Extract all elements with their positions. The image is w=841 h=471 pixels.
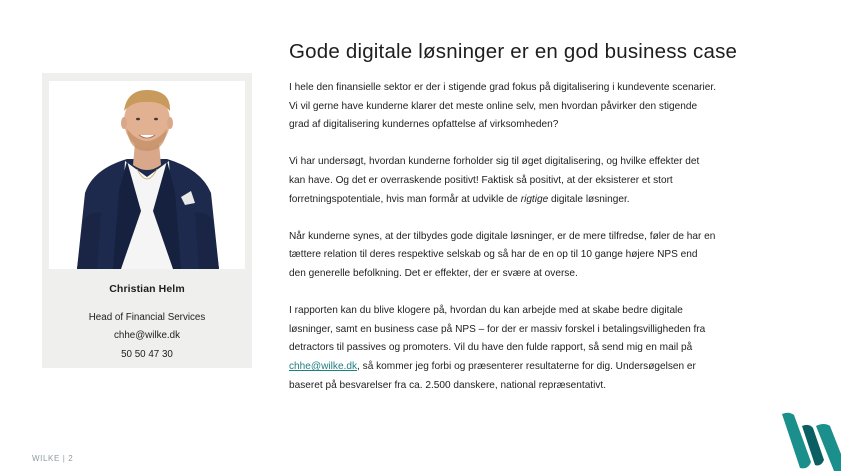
- wilke-logo-icon: [780, 410, 841, 471]
- body-text: [289, 79, 775, 395]
- paragraph-line: I hele den finansielle sektor er der i stigende grad fokus på digitalisering i kundevente scenarier.: [289, 82, 716, 93]
- paragraph-line: tættere relation til deres respektive selskab og så har de en op til 10 gange højere NPS end: [289, 249, 698, 261]
- text-segment: forretningspotentiale, hvis man formår at udvikle de: [289, 193, 521, 205]
- contact-phone: 50 50 47 30: [121, 348, 173, 360]
- text-segment: digitale løsninger.: [548, 193, 630, 205]
- paragraph-line: løsninger, samt en business case på NPS – for der er massiv forskel i betalingsvilligheden fra: [289, 323, 706, 335]
- paragraph-line: den generelle befolkning. Det er effekter, der er svære at overse.: [289, 267, 578, 279]
- paragraph-line: kan have. Og det er overraskende positivt! Faktisk så positivt, at der eksisterer et stort: [289, 174, 673, 186]
- contact-details: [42, 309, 252, 364]
- paragraph-line: Vi vil gerne have kunderne klarer det meste online selv, men hvordan påvirker den stigende: [289, 100, 698, 112]
- paragraph-line: detractors til passives og promoters. Vil du have den fulde rapport, så send mig en mail på: [289, 342, 693, 354]
- paragraph-line: Vi har undersøgt, hvordan kunderne forholder sig til øget digitalisering, og hvilke effekter det: [289, 156, 700, 168]
- contact-name: Christian Helm: [109, 283, 185, 295]
- contact-email: chhe@wilke.dk: [113, 330, 181, 342]
- paragraph-line: [289, 358, 775, 377]
- paragraph-line: Når kunderne synes, at der tilbydes gode digitale løsninger, er de mere tilfredse, føler de har en: [289, 230, 716, 242]
- email-link[interactable]: chhe@wilke.dk: [289, 360, 358, 372]
- paragraph-line: baseret på besvarelser fra ca. 2.500 danskere, national repræsentativt.: [289, 379, 607, 391]
- contact-role: Head of Financial Services: [88, 312, 206, 323]
- paragraph-line: [289, 191, 775, 210]
- emphasis-text: rigtige: [520, 193, 549, 205]
- text-segment: , så kommer jeg forbi og præsenterer resultaterne for dig. Undersøgelsen er: [357, 360, 696, 372]
- page-title: Gode digitale løsninger er en god business case: [289, 40, 738, 63]
- paragraph-line: grad af digitalisering kundernes opfattelse af virksomheden?: [289, 119, 559, 131]
- contact-card: [42, 73, 252, 368]
- page-footer: WILKE | 2: [32, 454, 74, 463]
- portrait-photo: [49, 81, 245, 269]
- paragraph-line: I rapporten kan du blive klogere på, hvordan du kan arbejde med at skabe bedre digitale: [289, 305, 683, 317]
